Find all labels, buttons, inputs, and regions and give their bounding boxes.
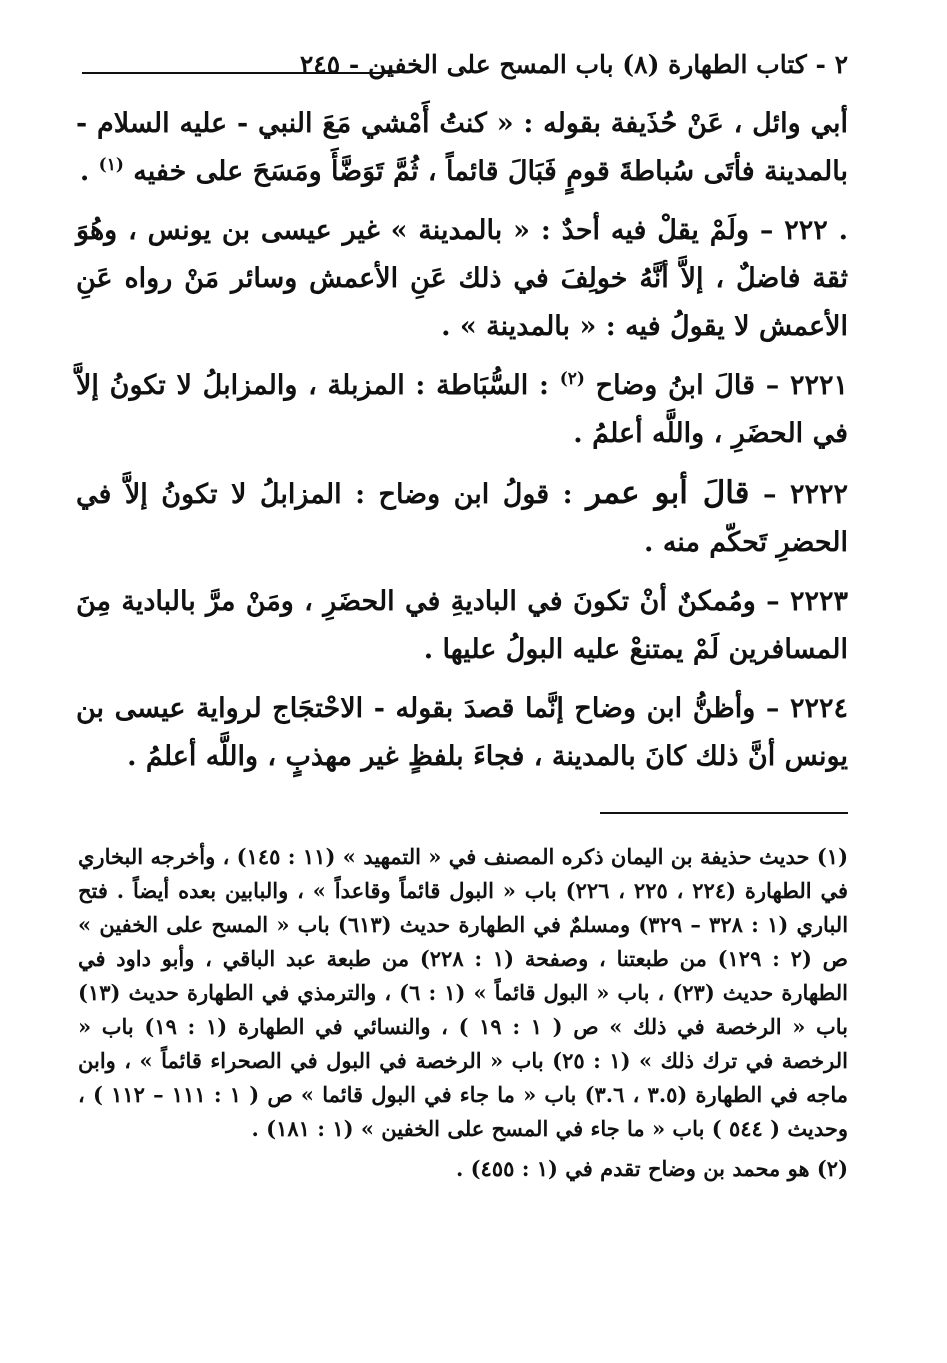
paragraph-222: . ٢٢٢ – ولَمْ يقلْ فيه أحدٌ : « بالمدينة » غير عيسى بن يونس ، وهُوَ ثقة فاضلٌ ، إلاَّ أنَّهُ خولِفَ في ذلك عَنِ الأعمش وسائر مَنْ رواه عَنِ الأعمش لا يقولُ فيه : « بالمدينة » . <box>76 215 848 342</box>
running-head: ٢ - كتاب الطهارة (٨) باب المسح على الخفين - ٢٤٥ <box>299 50 848 79</box>
paragraph-2222-rest: : قولُ ابن وضاح : المزابلُ لا تكونُ إلاَّ في الحضرِ تَحكّم منه . <box>76 479 848 558</box>
paragraph-2222-speaker: قالَ أبو عمر <box>586 475 750 511</box>
paragraph-2222 <box>76 469 848 567</box>
page-header <box>82 48 848 88</box>
header-rule <box>82 72 392 74</box>
footnote-1: (١) حديث حذيفة بن اليمان ذكره المصنف في « التمهيد » (١١ : ١٤٥) ، وأخرجه البخاري في الطهارة (٢٢٤ ، ٢٢٥ ، ٢٢٦) باب « البول قائماً وقاعداً » ، والبابين بعده أيضاً . فتح الباري (١ : ٣٢٨ – ٣٢٩) ومسلمٌ في الطهارة حديث (٦١٣) باب « المسح على الخفين » ص (٢ : ١٢٩) من طبعتنا ، وصفحة (١ : ٢٢٨) من طبعة عبد الباقي ، وأبو داود في الطهارة حديث (٢٣) ، باب « البول قائماً » (١ : ٦) ، والترمذي في الطهارة حديث (١٣) باب « الرخصة في ذلك » ص ( ١ : ١٩ ) ، والنسائي في الطهارة (١ : ١٩) باب « الرخصة في ترك ذلك » (١ : ٢٥) باب « الرخصة في البول في الصحراء قائماً » ، وابن ماجه في الطهارة (٣.٥ ، ٣.٦) باب « ما جاء في البول قائما » ص ( ١ : ١١١ – ١١٢ ) ، وحديث ( ٥٤٤ ) باب « ما جاء في المسح على الخفين » (١ : ١٨١) . <box>78 844 849 1141</box>
footnotes <box>78 840 848 1192</box>
paragraph-2221-rest: : السُّبَاطة : المزبلة ، والمزابلُ لا تكونُ إلاَّ في الحضَرِ ، واللَّه أعلمُ . <box>76 370 848 449</box>
paragraph-1-text: أبي وائل ، عَنْ حُذَيفة بقوله : « كنتُ أَمْشي مَعَ النبي - عليه السلام - بالمدينة فأتَى سُباطةَ قومٍ فَبَالَ قائماً ، ثُمَّ تَوَضَّأَ ومَسَحَ على خفيه <box>76 108 848 187</box>
footnote-ref-2: (٢) <box>559 369 585 389</box>
paragraph-1 <box>76 100 848 196</box>
footnote-2: (٢) هو محمد بن وضاح تقدم في (١ : ٤٥٥) . <box>455 1156 848 1181</box>
paragraph-2223: ٢٢٢٣ – ومُمكنٌ أنْ تكونَ في الباديةِ في الحضَرِ ، ومَنْ مرَّ بالبادية مِنَ المسافرين لَمْ يمتنعْ عليه البولُ عليها . <box>76 586 848 665</box>
main-text <box>76 100 848 792</box>
footnote-rule <box>600 812 848 814</box>
paragraph-2222-number: ٢٢٢٢ – <box>749 479 848 510</box>
footnote-ref-1: (١) <box>98 155 124 175</box>
paragraph-2224: ٢٢٢٤ – وأظنُّ ابن وضاح إنَّما قصدَ بقوله - الاحْتجَاج لرواية عيسى بن يونس أنَّ ذلك كانَ بالمدينة ، فجاءَ بلفظٍ غير مهذبٍ ، واللَّه أعلمُ . <box>76 693 848 772</box>
paragraph-2221 <box>76 362 848 458</box>
paragraph-1-end: . <box>79 156 99 187</box>
paragraph-2221-start: ٢٢٢١ – قالَ ابنُ وضاح <box>595 370 848 401</box>
